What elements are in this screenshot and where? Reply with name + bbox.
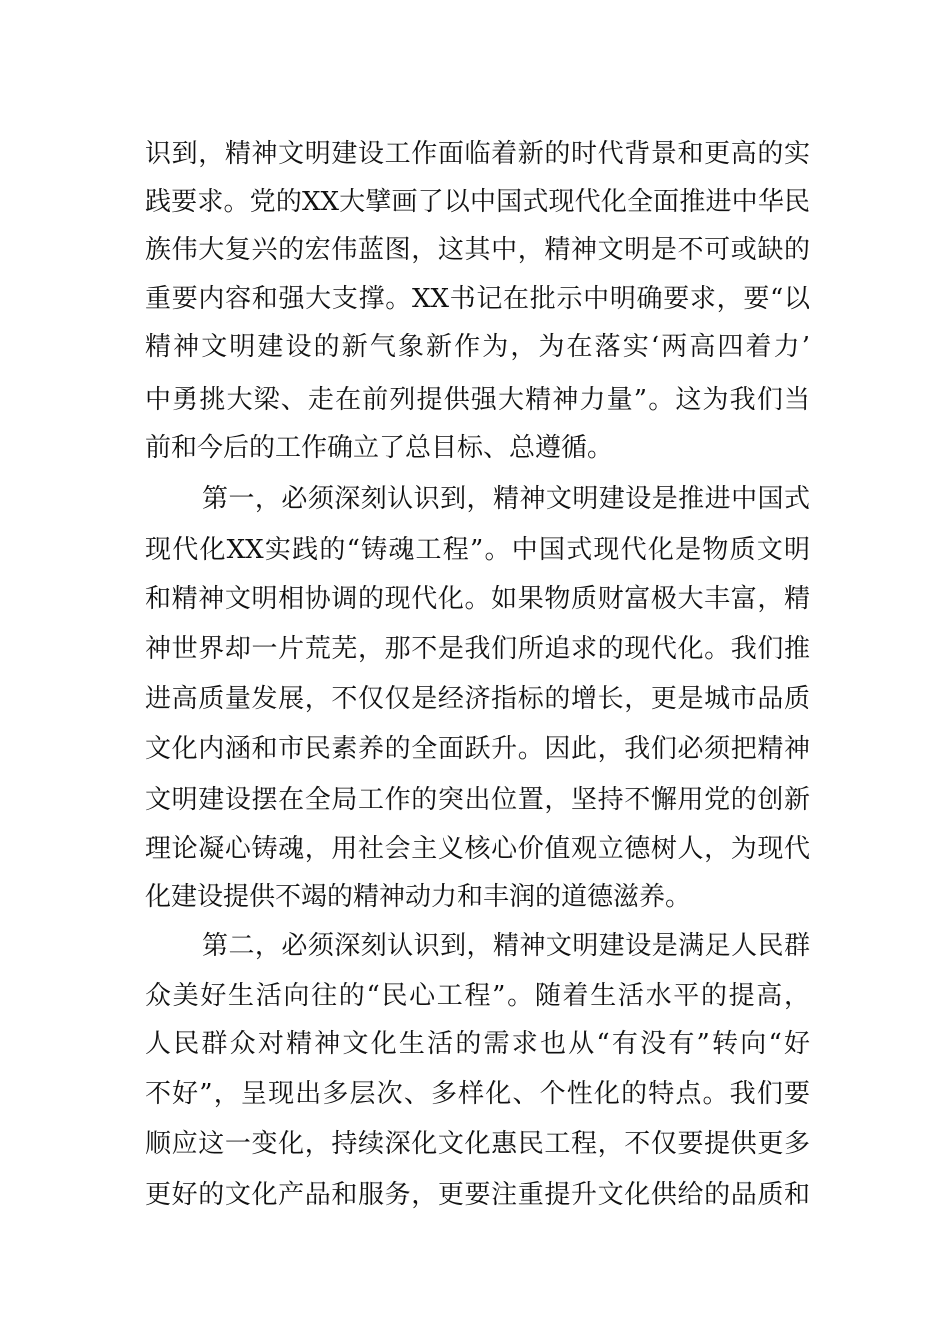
text-line: 文明建设摆在全局工作的突出位置，坚持不懈用党的创新	[145, 785, 810, 815]
text-line: 神世界却一片荒芜，那不是我们所追求的现代化。我们推	[145, 634, 810, 664]
paragraph-first-line: 第二，必须深刻认识到，精神文明建设是满足人民群	[202, 931, 810, 961]
text-line: 进高质量发展，不仅仅是经济指标的增长，更是城市品质	[145, 684, 810, 714]
text-line: 现代化XX实践的“铸魂工程”。中国式现代化是物质文明	[145, 535, 810, 565]
paragraph-first-line: 第一，必须深刻认识到，精神文明建设是推进中国式	[202, 484, 810, 514]
text-line: 前和今后的工作确立了总目标、总遵循。	[145, 433, 614, 463]
text-line: 中勇挑大梁、走在前列提供强大精神力量”。这为我们当	[145, 385, 810, 415]
text-line: 识到，精神文明建设工作面临着新的时代背景和更高的实	[145, 139, 810, 169]
text-line: 化建设提供不竭的精神动力和丰润的道德滋养。	[145, 882, 692, 912]
text-line: 不好”，呈现出多层次、多样化、个性化的特点。我们要	[145, 1079, 810, 1109]
text-line: 族伟大复兴的宏伟蓝图，这其中，精神文明是不可或缺的	[145, 235, 810, 265]
text-line: 践要求。党的XX大擘画了以中国式现代化全面推进中华民	[145, 187, 810, 217]
text-line: 理论凝心铸魂，用社会主义核心价值观立德树人，为现代	[145, 834, 810, 864]
text-line: 和精神文明相协调的现代化。如果物质财富极大丰富，精	[145, 584, 810, 614]
text-line: 重要内容和强大支撑。XX书记在批示中明确要求，要“以	[145, 284, 810, 314]
text-line: 精神文明建设的新气象新作为，为在落实‘两高四着力’	[145, 332, 810, 362]
text-line: 众美好生活向往的“民心工程”。随着生活水平的提高，	[145, 981, 810, 1011]
text-line: 顺应这一变化，持续深化文化惠民工程，不仅要提供更多	[145, 1129, 810, 1159]
text-line: 更好的文化产品和服务，更要注重提升文化供给的品质和	[145, 1180, 810, 1210]
text-line: 文化内涵和市民素养的全面跃升。因此，我们必须把精神	[145, 734, 810, 764]
text-line: 人民群众对精神文化生活的需求也从“有没有”转向“好	[145, 1029, 810, 1059]
